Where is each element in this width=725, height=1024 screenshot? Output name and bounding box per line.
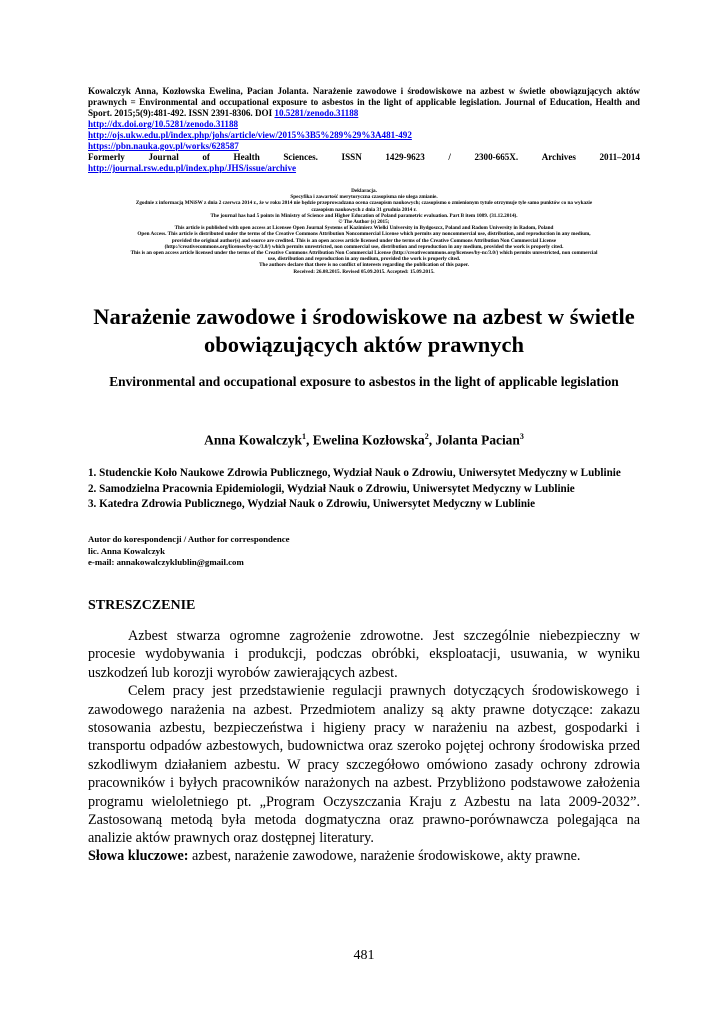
declaration-line: Specyfika i zawartość merytoryczna czasopisma nie ulega zmianie. [290, 194, 438, 201]
declaration-line: Open Access. This article is distributed under the terms of the Creative Commons Attribution Noncommercial License which permits any noncommercial use, distribution, and reproduction in any medium, [137, 231, 591, 238]
affiliations [88, 466, 640, 513]
ojs-link[interactable]: http://ojs.ukw.edu.pl/index.php/johs/article/view/2015%3B5%289%29%3A481-492 [88, 130, 412, 140]
title-english: Environmental and occupational exposure to asbestos in the light of applicable legislation [109, 374, 619, 389]
section-heading: STRESZCZENIE [88, 598, 196, 613]
doi-link[interactable]: 10.5281/zenodo.31188 [274, 108, 359, 118]
doi-url-link[interactable]: http://dx.doi.org/10.5281/zenodo.31188 [88, 119, 239, 129]
abstract-body [88, 627, 640, 848]
declaration-line: This is an open access article licensed under the terms of the Creative Commons Attribution Non Commercial License (http://creativecommons.org/licenses/by-nc/3.0/) which permits unrestricted, non commercial [130, 250, 598, 257]
declaration-line: © The Author (s) 2015; [338, 219, 390, 226]
declaration-line: Received: 26.08.2015. Revised 05.09.2015. Accepted: 15.09.2015. [293, 268, 435, 275]
abstract-paragraph: Celem pracy jest przedstawienie regulacji prawnych dotyczących środowiskowego i zawodowego narażenia na azbest. Przedmiotem analizy są akty prawne dotyczące: zakazu stosowania azbestu, bezpieczeństwa i higieny pracy w narażeniu na azbest, gospodarki i transportu odpadów azbestowych, budownictwa oraz szeroko pojętej ochrony środowiska przed szkodliwym działaniem azbestu. W pracy szczegółowo omówiono zasady ochrony zdrowia pracowników i byłych pracowników narażonych na azbest. Przybliżono podstawowe założenia programu wieloletniego pt. „Program Oczyszczania Kraju z Azbestu na lata 2009-2032”. Zastosowaną metodą była metoda dogmatyczna oraz prawno-porównawcza polegająca na analizie aktów prawnych oraz dostępnej literatury. [88, 683, 640, 847]
correspondence-block: Autor do korespondencji / Author for correspondence lic. Anna Kowalczyk e-mail: annakowalczyklublin@gmail.com [88, 534, 640, 569]
declaration-line: The journal has had 5 points in Ministry of Science and Higher Education of Poland parametric evaluation. Part B item 1089. (31.12.2014). [210, 212, 518, 219]
keywords [88, 848, 640, 865]
declaration-line: czasopism naukowych z dnia 31 grudnia 2014 r. [311, 206, 417, 213]
correspondence-email: e-mail: annakowalczyklublin@gmail.com [88, 557, 244, 567]
affiliation-item: 1. Studenckie Koło Naukowe Zdrowia Publicznego, Wydział Nauk o Zdrowiu, Uniwersytet Medyczny w Lublinie [88, 467, 621, 479]
archive-link[interactable]: http://journal.rsw.edu.pl/index.php/JHS/issue/archive [88, 163, 297, 173]
abstract-paragraph: Azbest stwarza ogromne zagrożenie zdrowotne. Jest szczególnie niebezpieczny w procesie wydobywania i produkcji, podczas obróbki, eksploatacji, usuwania, w wyniku uszkodzeń lub korozji wyrobów zawierających azbest. [88, 628, 640, 681]
author-name: Jolanta Pacian [435, 432, 520, 448]
affiliation-item: 3. Katedra Zdrowia Publicznego, Wydział Nauk o Zdrowiu, Uniwersytet Medyczny w Lublinie [88, 498, 536, 510]
keywords-text: azbest, narażenie zawodowe, narażenie środowiskowe, akty prawne. [188, 848, 581, 864]
page-number: 481 [353, 948, 375, 963]
declaration-line: (http://creativecommons.org/licenses/by-nc/3.0/) which permits unrestricted, non commercial use, distribution and reproduction in any medium, provided the work is properly cited. [164, 243, 564, 250]
title-polish: Narażenie zawodowe i środowiskowe na azbest w świetle obowiązujących aktów prawnych [93, 304, 635, 357]
affiliation-item: 2. Samodzielna Pracownia Epidemiologii, Wydział Nauk o Zdrowiu, Uniwersytet Medyczny w Lublinie [88, 482, 575, 495]
author-list: Anna Kowalczyk$^1$, Ewelina Kozłowska$^2$, Jolanta Pacian$^3$ [204, 432, 524, 448]
journal-line: Formerly Journal of Health Sciences. ISSN 1429-9623 / 2300-665X. Archives 2011–2014 [88, 152, 640, 162]
declaration-line: The authors declare that there is no conflict of interests regarding the publication of this paper. [259, 262, 469, 269]
citation-text: Kowalczyk Anna, Kozłowska Ewelina, Pacian Jolanta. Narażenie zawodowe i środowiskowe na azbest w świetle obowiązujących aktów prawnych = Environmental and occupational exposure to asbestos in the light of applicable legislation. Journal of Education, Health and Sport. 2015;5(9):481-492. ISSN 2391-8306. DOI 10.5281/zenodo.31188 [88, 86, 640, 118]
declaration-line: This article is published with open access at Licensee Open Journal Systems of Kazimierz Wielki University in Bydgoszcz, Poland and Radom University in Radom, Poland [174, 225, 554, 232]
declaration-block [82, 188, 646, 275]
citation-block [88, 86, 640, 174]
author-name: Ewelina Kozłowska [312, 432, 425, 448]
declaration-line: Deklaracja. [351, 188, 377, 194]
declaration-line: Zgodnie z informacją MNiSW z dnia 2 czerwca 2014 r., że w roku 2014 nie będzie przeprowadzana ocena czasopism naukowych; czasopismo o zmienionym tytule otrzymuje tyle samo punktów co na wykazie [135, 200, 593, 207]
declaration-line: provided the original author(s) and source are credited. This is an open access article licensed under the terms of the Creative Commons Attribution Non Commercial License [171, 237, 557, 244]
declaration-line: use, distribution and reproduction in any medium, provided the work is properly cited. [267, 256, 461, 263]
author-name: Anna Kowalczyk [204, 432, 302, 448]
keywords-label: Słowa kluczowe: [88, 848, 189, 864]
pbn-link[interactable]: https://pbn.nauka.gov.pl/works/628587 [88, 141, 239, 151]
